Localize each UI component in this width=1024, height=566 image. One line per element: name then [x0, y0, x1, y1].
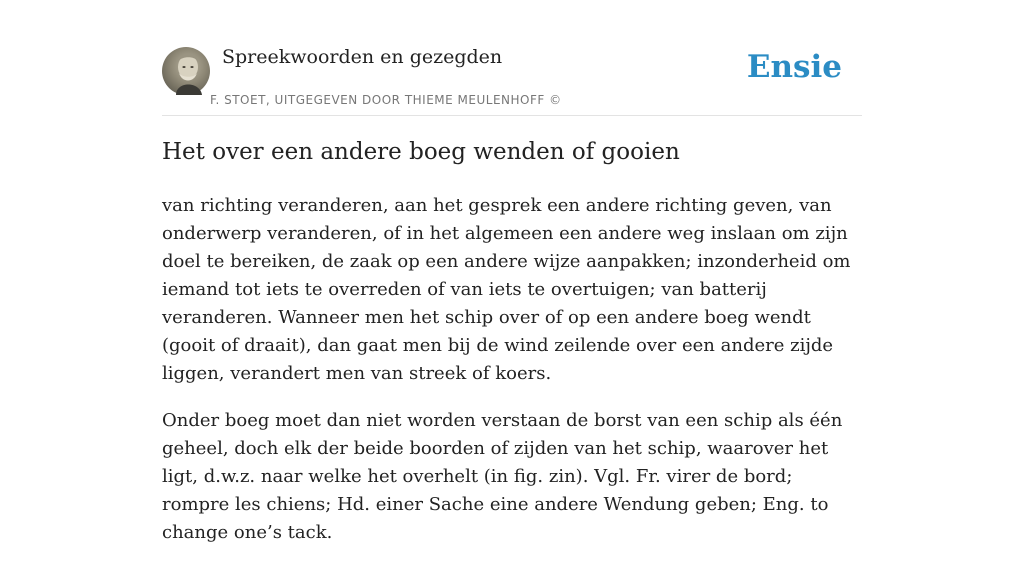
entry-paragraph: Onder boeg moet dan niet worden verstaan de borst van een schip als één geheel, doch elk der beide boorden of zijden van het schip, waarover het ligt, d.w.z. naar welke het overhelt (in fig. zin). Vgl. Fr. virer de bord; rompre les chiens; Hd. einer Sache eine andere Wendung geben; Eng. to change one’s tack.: [162, 410, 843, 543]
brand-logo[interactable]: Ensie: [746, 49, 842, 85]
author-portrait-icon: [162, 47, 210, 95]
source-credit: F. STOET, UITGEGEVEN DOOR THIEME MEULENHOFF ©: [210, 93, 562, 107]
entry-title: Het over een andere boeg wenden of gooien: [162, 139, 680, 165]
source-title[interactable]: Spreekwoorden en gezegden: [222, 46, 503, 68]
entry-body: [162, 192, 862, 566]
source-header: [162, 40, 862, 116]
author-avatar[interactable]: [162, 47, 210, 95]
entry-paragraph: van richting veranderen, aan het gesprek een andere richting geven, van onderwerp veranderen, of in het algemeen een andere weg inslaan om zijn doel te bereiken, de zaak op een andere wijze aanpakken; inzonderheid om iemand tot iets te overreden of van iets te overtuigen; van batterij veranderen. Wanneer men het schip over of op een andere boeg wendt (gooit of draait), dan gaat men bij de wind zeilende over een andere zijde liggen, verandert men van streek of koers.: [162, 195, 851, 384]
